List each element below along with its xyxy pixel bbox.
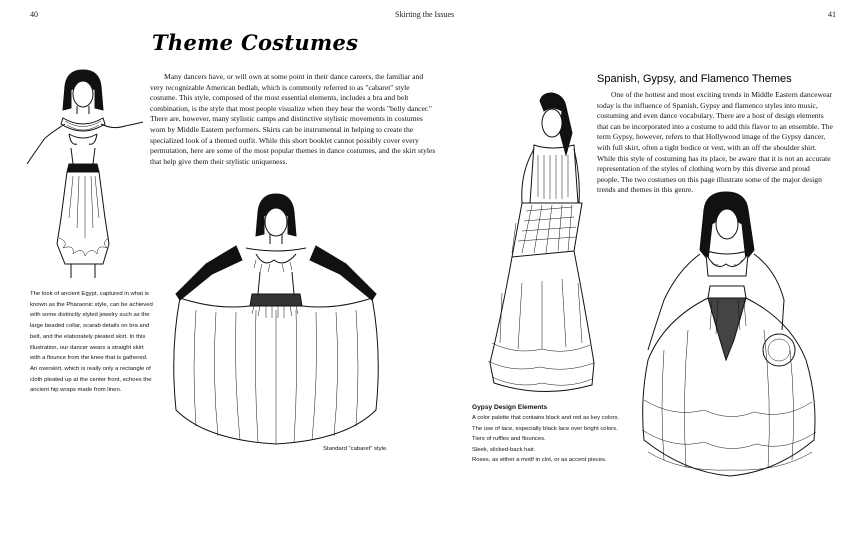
intro-paragraph: Many dancers have, or will own at some point in their dance careers, the familiar and very recognizable American bedlah, which is commonly referred to as "cabaret" style costume. This style, composed of the most essential elements, includes a bra and belt combination, is the style that most people visualize when they hear the words "belly dancer." There are, however, many stylistic camps and distinctive stylistic movements in costumes worn by Middle Eastern performers. Skirts can be instrumental in helping to create the specialized look of a themed outfit. While this short booklet cannot possibly cover every permutation, here are some of the most popular themes in dance costumes, and the skirt styles that help give them their stylistic uniqueness. (150, 72, 436, 166)
gypsy-design-list (472, 413, 662, 466)
left-page-number: 40 (30, 10, 38, 19)
gypsy-design-heading: Gypsy Design Elements (472, 404, 548, 411)
tambourine-dancer-illustration (634, 190, 824, 482)
gypsy-item: The use of lace, especially black lace over bright colors. (472, 425, 618, 432)
cabaret-dancer-illustration (166, 190, 390, 448)
gypsy-item: Sleek, slicked-back hair. (472, 446, 536, 453)
gypsy-item: Tiers of ruffles and flounces. (472, 436, 546, 443)
right-page-number: 41 (828, 10, 836, 19)
page-title: Theme Costumes (152, 30, 359, 55)
cabaret-caption: Standard "cabaret" style. (323, 446, 388, 452)
running-title: Skirting the Issues (395, 10, 455, 19)
gypsy-item: A color palette that contains black and red as key colors. (472, 415, 620, 421)
gypsy-item: Roses, as either a motif in clot, or as accent pieces. (472, 457, 607, 464)
gypsy-paragraph: One of the hottest and most exciting trends in Middle Eastern dancewear today is the influence of Spanish, Gypsy and flamenco styles into music, costuming and even dance vocabulary. There are a host of design elements that can be incorporated into a costume to add this flavor to an ensemble. The term Gypsy, however, refers to that Hollywood image of the Gypsy dancer, with full skirt, often a tight bodice or vest, with an off the shoulder shirt. While this style of costuming has its place, be aware that it is not an accurate representation of the styles of clothing worn by this diverse and proud people. The two costumes on this page illustrate some of the major design trends and themes in this genre. (597, 90, 833, 195)
section-title: Spanish, Gypsy, and Flamenco Themes (597, 73, 792, 85)
gypsy-dancer-illustration (482, 93, 602, 405)
pharaonic-caption: The look of ancient Egypt, captured in what is known as the Pharaonic style, can be achieved with some distinctly styled jewelry such as the large beaded collar, scarab details on bra and belt, and the elaborately pleated skirt. In this illustration, our dancer wears a straight skirt with a flounce from the knee that is gathered. An overskirt, which is really only a rectangle of cloth pleated up at the center front, echoes the ancient hip wraps made from linen. (30, 291, 153, 394)
pharaonic-dancer-illustration (25, 68, 145, 283)
